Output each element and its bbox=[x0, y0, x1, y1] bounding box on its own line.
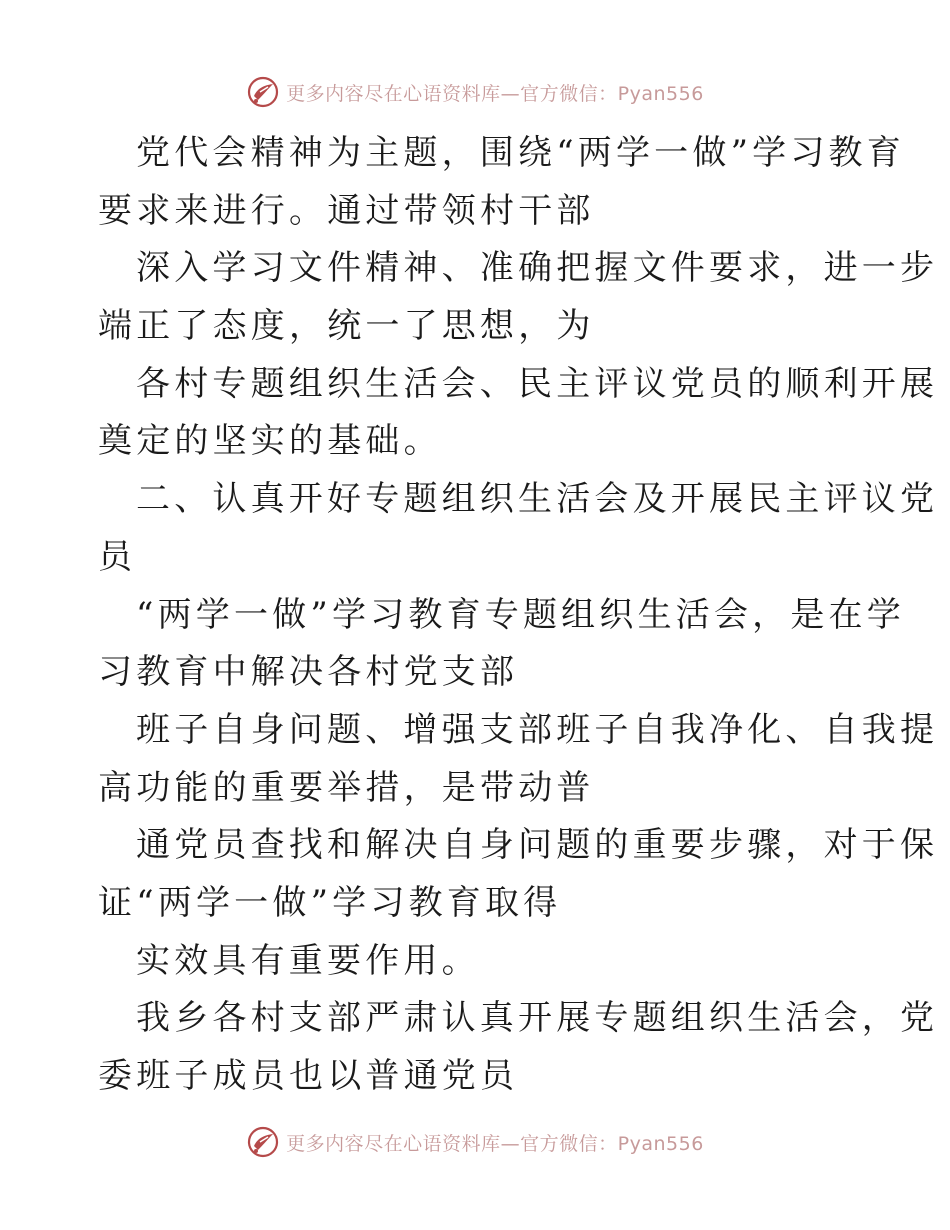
watermark-text: 更多内容尽在心语资料库—官方微信：Pyan556 bbox=[286, 82, 704, 105]
watermark-header bbox=[0, 72, 950, 112]
watermark-logo-icon bbox=[246, 75, 280, 109]
text-line: 班子自身问题、增强支部班子自我净化、自我提 bbox=[136, 709, 939, 750]
text-line: 实效具有重要作用。 bbox=[136, 940, 480, 981]
text-line: 各村专题组织生活会、民主评议党员的顺利开展 bbox=[136, 363, 939, 404]
text-line: 端正了态度，统一了思想，为 bbox=[98, 306, 595, 347]
watermark-logo-icon bbox=[246, 1125, 280, 1159]
section-heading-continuation: 员 bbox=[98, 536, 137, 577]
section-heading: 二、认真开好专题组织生活会及开展民主评议党 bbox=[136, 479, 939, 520]
watermark-text: 更多内容尽在心语资料库—官方微信：Pyan556 bbox=[286, 1132, 704, 1155]
text-line: “两学一做”学习教育专题组织生活会，是在学 bbox=[136, 594, 905, 635]
text-line: 要求来进行。通过带领村干部 bbox=[98, 190, 595, 231]
text-line: 党代会精神为主题，围绕“两学一做”学习教育 bbox=[136, 133, 905, 173]
text-line: 通党员查找和解决自身问题的重要步骤，对于保 bbox=[136, 825, 939, 866]
text-line: 高功能的重要举措，是带动普 bbox=[98, 767, 595, 808]
text-line: 证“两学一做”学习教育取得 bbox=[98, 882, 562, 923]
document-body bbox=[98, 125, 939, 1106]
text-line: 深入学习文件精神、准确把握文件要求，进一步 bbox=[136, 248, 939, 289]
text-line: 委班子成员也以普通党员 bbox=[98, 1056, 519, 1096]
text-line: 奠定的坚实的基础。 bbox=[98, 421, 442, 462]
watermark-footer bbox=[0, 1122, 950, 1162]
text-line: 习教育中解决各村党支部 bbox=[98, 652, 519, 693]
text-line: 我乡各村支部严肃认真开展专题组织生活会，党 bbox=[136, 998, 939, 1039]
